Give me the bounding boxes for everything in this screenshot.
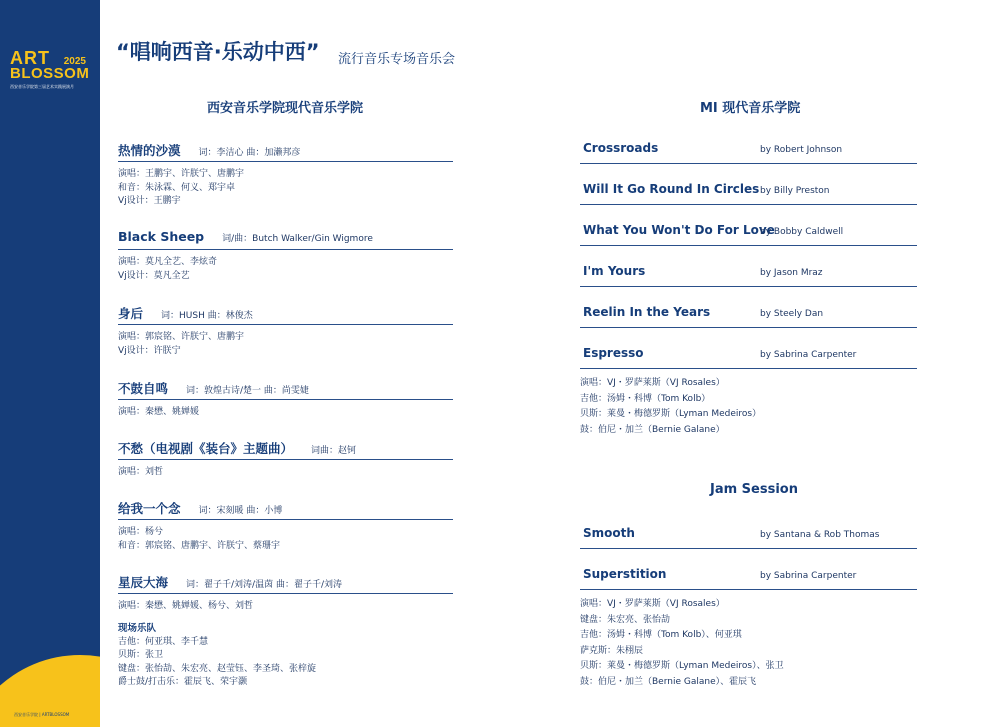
jam-session-heading: Jam Session [710, 482, 798, 497]
song-performers [118, 168, 244, 209]
divider [580, 163, 917, 164]
footer-logos: 西安音乐学院 | ARTBLOSSOM [14, 712, 70, 717]
divider [580, 204, 917, 205]
performer-line: 和音：郭宸铭、唐鹏宇、许朕宁、蔡珊宇 [118, 540, 281, 551]
performer-line: 演唱：郭宸铭、许朕宁、唐鹏宇 [118, 332, 245, 342]
song-entry [118, 573, 453, 594]
band-title: 现场乐队 [118, 623, 157, 634]
divider [580, 327, 917, 328]
mi-song-entry [580, 223, 917, 246]
song-title: 不愁（电视剧《装台》主题曲） [118, 441, 294, 456]
song-artist: by Jason Mraz [760, 268, 823, 278]
song-performers [118, 526, 280, 553]
song-entry [118, 304, 453, 325]
performer-line: 演唱：莫凡全艺、李炫奇 [118, 257, 218, 267]
divider [118, 593, 453, 594]
song-performers [118, 331, 244, 358]
song-entry [118, 229, 453, 250]
sidebar-banner [0, 0, 100, 727]
song-title: 星辰大海 [118, 575, 169, 590]
performer-line: 演唱：秦懋、姚婵媛、杨兮、刘哲 [118, 601, 254, 611]
performer-line: 吉他：汤姆・科博（Tom Kolb） [580, 393, 711, 404]
divider [118, 399, 453, 400]
art-blossom-logo [10, 50, 94, 90]
song-title: 热情的沙漠 [118, 143, 181, 158]
song-entry [118, 141, 453, 162]
performer-line: 吉他：汤姆・科博（Tom Kolb）、何亚琪 [580, 630, 742, 640]
band-member-line: 吉他：何亚琪、李千慧 [118, 636, 209, 647]
song-entry [118, 439, 453, 460]
song-artist: by Sabrina Carpenter [760, 571, 857, 581]
song-credit: 词：翟子千/刘涛/温茵 曲：翟子千/刘涛 [186, 580, 342, 590]
song-credit: 词/曲：Butch Walker/Gin Wigmore [222, 234, 373, 244]
mi-song-entry [580, 264, 917, 287]
divider [580, 368, 917, 369]
divider [118, 519, 453, 520]
performer-line: 萨克斯：朱栩辰 [580, 645, 644, 656]
song-performers [118, 466, 163, 480]
mi-song-entry [580, 305, 917, 328]
jam-song-entry [580, 526, 917, 549]
jam-performers [580, 597, 784, 690]
performer-line: 演唱：VJ・罗萨莱斯（VJ Rosales） [580, 378, 725, 388]
performer-line: 鼓：伯尼・加兰（Bernie Galane）、霍辰飞 [580, 676, 757, 687]
divider [118, 459, 453, 460]
performer-line: 演唱：刘哲 [118, 467, 164, 477]
band-member-line: 键盘：张怡劼、朱宏亮、赵莹钰、李圣琦、张梓旋 [118, 663, 317, 674]
song-title: Black Sheep [118, 229, 205, 244]
performer-line: 鼓：伯尼・加兰（Bernie Galane） [580, 424, 725, 435]
performer-line: 键盘：朱宏亮、张怡劼 [580, 614, 671, 625]
mi-song-entry [580, 182, 917, 205]
performer-line: 演唱：秦懋、姚婵媛 [118, 407, 200, 417]
logo-subtitle: 西安音乐学院第三届艺术实践展演月 [10, 84, 74, 89]
song-artist: by Steely Dan [760, 309, 824, 319]
divider [580, 245, 917, 246]
song-entry [118, 499, 453, 520]
divider [118, 161, 453, 162]
divider [118, 324, 453, 325]
left-column-heading: 西安音乐学院现代音乐学院 [207, 101, 364, 116]
song-title: What You Won't Do For Love [583, 223, 775, 237]
logo-art: ART [10, 48, 50, 68]
performer-line: 和音：朱泳霖、何义、郑宇卓 [118, 182, 236, 193]
mi-song-entry [580, 346, 917, 369]
divider [580, 589, 917, 590]
song-credit: 词：宋刻暖 曲：小博 [198, 506, 283, 516]
song-title: Reelin In the Years [583, 305, 711, 319]
song-title: Superstition [583, 567, 667, 581]
song-title: Espresso [583, 346, 644, 360]
logo-blossom: BLOSSOM [10, 65, 90, 82]
page-subtitle: 流行音乐专场音乐会 [338, 52, 456, 67]
song-credit: 词：李洁心 曲：加濑邦彦 [198, 148, 301, 158]
performer-line: 演唱：杨兮 [118, 527, 164, 537]
song-artist: by Billy Preston [760, 186, 830, 196]
mi-performers [580, 376, 761, 438]
divider [580, 548, 917, 549]
band-member-line: 贝斯：张卫 [118, 650, 164, 660]
song-artist: by Robert Johnson [760, 145, 843, 155]
performer-line: Vj设计：莫凡全艺 [118, 270, 190, 281]
song-entry [118, 379, 453, 400]
song-title: I'm Yours [583, 264, 646, 278]
performer-line: 贝斯：莱曼・梅德罗斯（Lyman Medeiros） [580, 409, 762, 419]
song-title: 身后 [118, 306, 144, 321]
song-credit: 词：敦煌古诗/楚一 曲：尚雯婕 [186, 386, 309, 396]
song-title: 给我一个念 [118, 501, 181, 516]
song-credit: 词曲：赵钶 [311, 446, 357, 456]
song-credit: 词：HUSH 曲：林俊杰 [161, 311, 253, 321]
divider [580, 286, 917, 287]
performer-line: 演唱：王鹏宇、许朕宁、唐鹏宇 [118, 169, 245, 179]
right-column-heading: MI 现代音乐学院 [700, 101, 801, 116]
song-title: Will It Go Round In Circles [583, 182, 760, 196]
song-performers [118, 406, 199, 420]
song-artist: by Santana & Rob Thomas [760, 530, 880, 540]
performer-line: Vj设计：王鹏宇 [118, 196, 181, 206]
page-title: “唱响西音·乐动中西” [116, 40, 320, 64]
divider [118, 249, 453, 250]
performer-line: 演唱：VJ・罗萨莱斯（VJ Rosales） [580, 599, 725, 609]
song-artist: by Sabrina Carpenter [760, 350, 857, 360]
song-title: Smooth [583, 526, 635, 540]
song-title: Crossroads [583, 141, 659, 155]
band-member-line: 爵士鼓/打击乐：霍辰飞、荣宇灏 [118, 677, 248, 687]
performer-line: 贝斯：莱曼・梅德罗斯（Lyman Medeiros）、张卫 [580, 661, 784, 671]
song-artist: by Bobby Caldwell [760, 227, 844, 237]
performer-line: Vj设计：许朕宁 [118, 345, 181, 356]
logo-year: 2025 [63, 56, 86, 67]
jam-song-entry [580, 567, 917, 590]
mi-song-entry [580, 141, 917, 164]
song-title: 不鼓自鸣 [118, 381, 169, 396]
song-performers [118, 600, 253, 614]
song-performers [118, 256, 217, 283]
live-band [118, 622, 316, 690]
